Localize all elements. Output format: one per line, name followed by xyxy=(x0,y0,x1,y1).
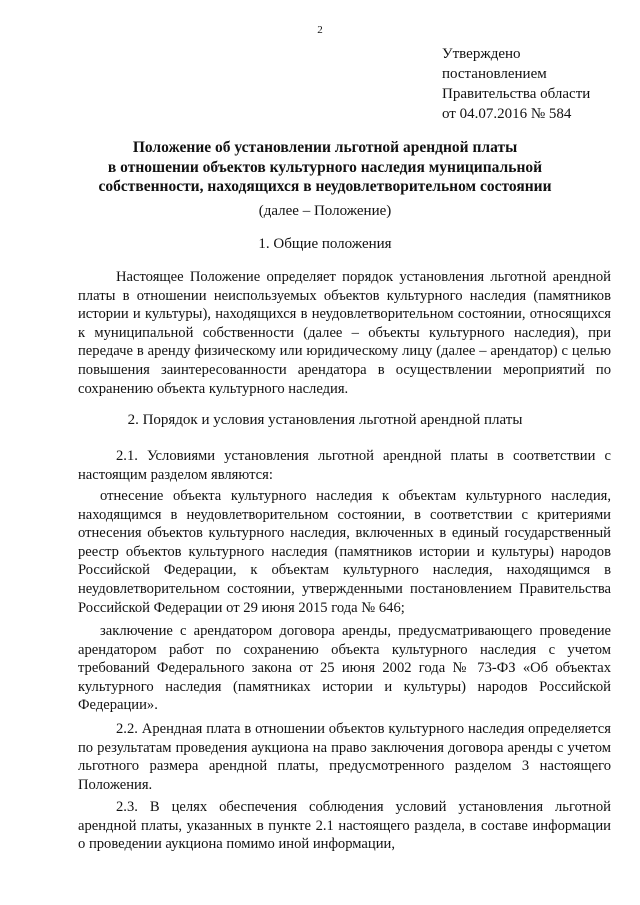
paragraph-2-1: 2.1. Условиями установления льготной арендной платы в соответствии с настоящим разделом являются: xyxy=(78,448,611,483)
approval-line: постановлением xyxy=(442,66,547,82)
approval-line: Утверждено xyxy=(442,46,521,62)
document-title xyxy=(60,138,590,197)
section-heading-1: 1. Общие положения xyxy=(258,236,392,252)
title-line: собственности, находящихся в неудовлетворительном состоянии xyxy=(98,178,552,195)
section-heading-2: 2. Порядок и условия установления льготной арендной платы xyxy=(127,412,523,428)
approval-stamp xyxy=(442,44,590,124)
paragraph-2-1-condition-b: заключение с арендатором договора аренды, предусматривающего проведение арендатором работ по сохранению объекта культурного наследия с учетом требований Федерального закона от 25 июня 2002 года № 73-ФЗ «Об объектах культурного наследия (памятниках истории и культуры) народов Российской Федерации». xyxy=(78,623,611,714)
title-line: Положение об установлении льготной арендной платы xyxy=(132,139,518,156)
approval-line: Правительства области xyxy=(442,86,591,102)
paragraph-2-3: 2.3. В целях обеспечения соблюдения условий установления льготной арендной платы, указанных в пункте 2.1 настоящего раздела, в составе информации о проведении аукциона помимо иной информации, xyxy=(78,799,611,853)
paragraph-general: Настоящее Положение определяет порядок установления льготной арендной платы в отношении неиспользуемых объектов культурного наследия (памятников истории и культуры), находящихся в неудовлетворительном состоянии, относящихся к муниципальной собственности (далее – объекты культурного наследия), при передаче в аренду физическому или юридическому лицу (далее – арендатор) с целью повышения заинтересованности арендатора в осуществлении мероприятий по сохранению объекта культурного наследия. xyxy=(78,269,611,397)
paragraph-2-1-condition-a: отнесение объекта культурного наследия к объектам культурного наследия, находящимся в неудовлетворительном состоянии, в соответствии с критериями отнесения объектов культурного наследия, включенных в единый государственный реестр объектов культурного наследия (памятников истории и культуры) народов Российской Федерации, к объектам культурного наследия, находящимся в неудовлетворительном состоянии, утвержденными постановлением Правительства Российской Федерации от 29 июня 2015 года № 646; xyxy=(78,488,611,616)
document-subtitle: (далее – Положение) xyxy=(258,203,392,219)
paragraph-2-2: 2.2. Арендная плата в отношении объектов культурного наследия определяется по результатам проведения аукциона на право заключения договора аренды с учетом льготного размера арендной платы, предусмотренного разделом 3 настоящего Положения. xyxy=(78,721,611,793)
title-line: в отношении объектов культурного наследия муниципальной xyxy=(107,158,543,176)
page-number: 2 xyxy=(317,24,323,36)
approval-line: от 04.07.2016 № 584 xyxy=(442,106,572,122)
